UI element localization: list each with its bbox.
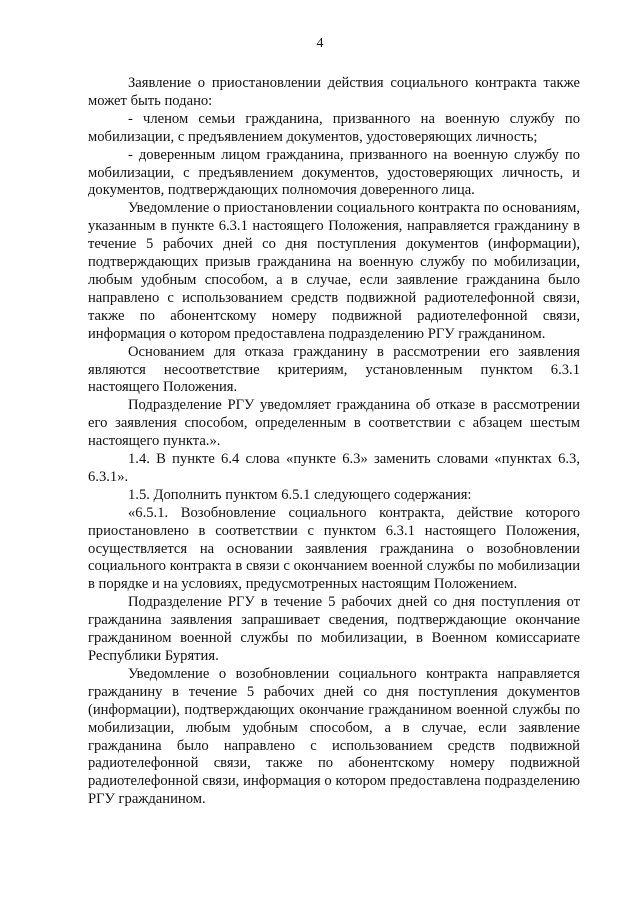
document-body: [88, 75, 580, 809]
paragraph-refusal-grounds: Основанием для отказа гражданину в рассмотрении его заявления являются несоответствие критериям, установленным пунктом 6.3.1 настоящего Положения.: [88, 343, 580, 396]
paragraph-application-submission: Заявление о приостановлении действия социального контракта также может быть подано:: [88, 75, 580, 109]
paragraph-amendment-1-4: 1.4. В пункте 6.4 слова «пункте 6.3» заменить словами «пунктах 6.3, 6.3.1».: [88, 451, 580, 485]
page-number: 4: [316, 36, 324, 51]
list-item-trusted-person: - доверенным лицом гражданина, призванного на военную службу по мобилизации, с предъявлением документов, удостоверяющих личность, и документов, подтверждающих полномочия доверенного лица.: [88, 146, 580, 199]
paragraph-clause-6-5-1: «6.5.1. Возобновление социального контракта, действие которого приостановлено в соответствии с пунктом 6.3.1 настоящего Положения, осуществляется на основании заявления гражданина о возобновлении социального контракта в связи с окончанием военной службы по мобилизации в порядке и на условиях, предусмотренных настоящим Положением.: [88, 504, 580, 593]
paragraph-resumption-notice: Уведомление о возобновлении социального контракта направляется гражданину в течение 5 рабочих дней со дня поступления документов (информации), подтверждающих окончание гражданином военной службы по мобилизации, любым удобным способом, а в случае, если заявление гражданина было направлено с использованием средств подвижной радиотелефонной связи, также по абонентскому номеру подвижной радиотелефонной связи, информация о котором предоставлена подразделению РГУ гражданином.: [88, 665, 580, 808]
list-item-family-member: - членом семьи гражданина, призванного на военную службу по мобилизации, с предъявлением документов, удостоверяющих личность;: [88, 110, 580, 145]
paragraph-information-request: Подразделение РГУ в течение 5 рабочих дней со дня поступления от гражданина заявления запрашивает сведения, подтверждающие окончание гражданином военной службы по мобилизации, в Военном комиссариате Республики Бурятия.: [88, 594, 580, 664]
paragraph-amendment-1-5: 1.5. Дополнить пунктом 6.5.1 следующего содержания:: [128, 486, 472, 503]
paragraph-refusal-notice: Подразделение РГУ уведомляет гражданина об отказе в рассмотрении его заявления способом, определенным в соответствии с абзацем шестым настоящего пункта.».: [88, 397, 580, 450]
paragraph-suspension-notice: Уведомление о приостановлении социального контракта по основаниям, указанным в пункте 6.3.1 настоящего Положения, направляется гражданину в течение 5 рабочих дней со дня поступления документов (информации), подтверждающих призыв гражданина на военную службу по мобилизации, любым удобным способом, а в случае, если заявление гражданина было направлено с использованием средств подвижной радиотелефонной связи, также по абонентскому номеру подвижной радиотелефонной связи, информация о котором предоставлена подразделению РГУ гражданином.: [88, 200, 581, 342]
